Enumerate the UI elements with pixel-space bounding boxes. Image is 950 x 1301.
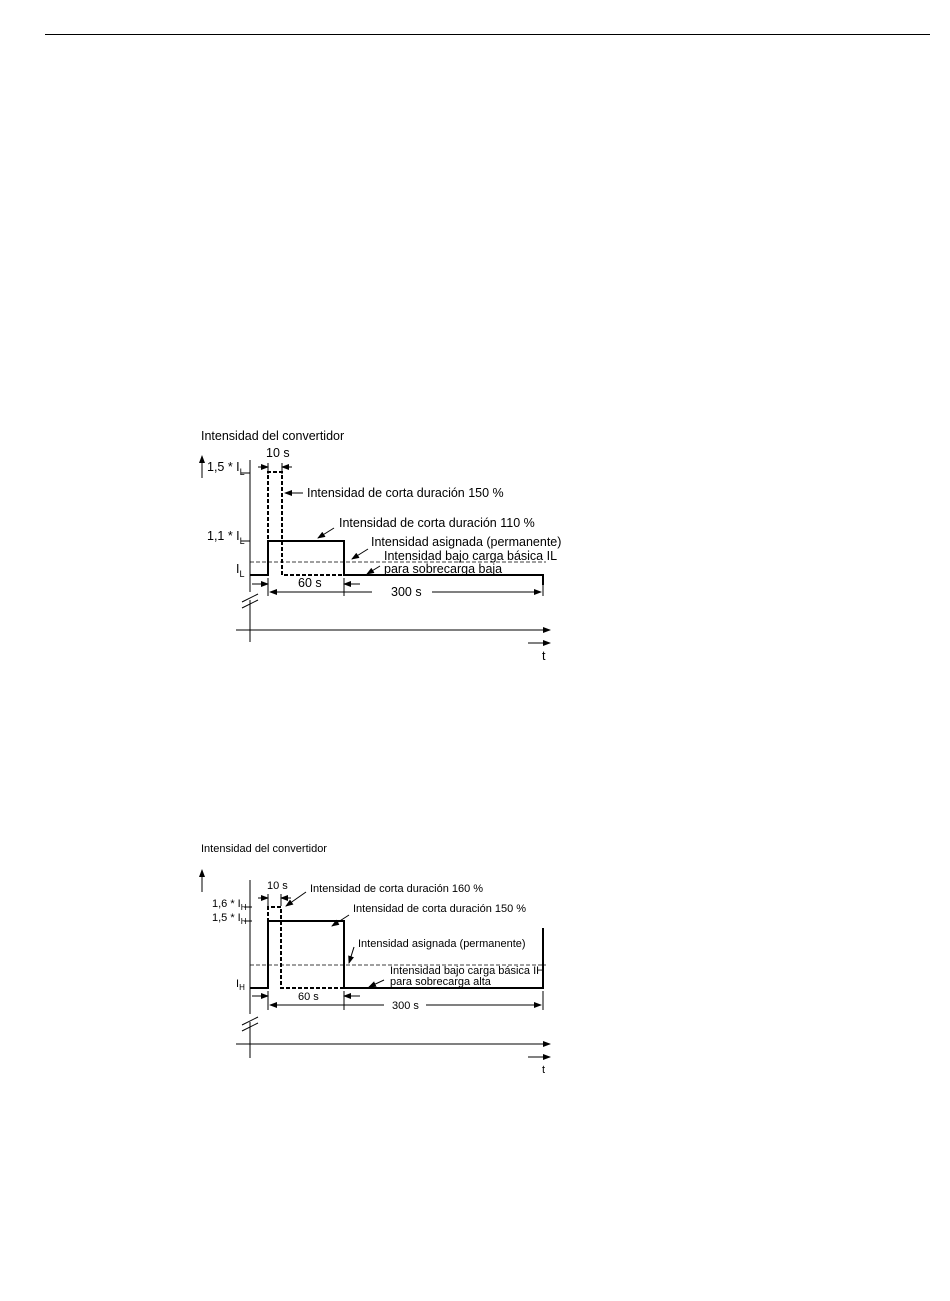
diagram-low-overload: [201, 429, 561, 663]
annotation-110: Intensidad de corta duración 110 %: [339, 516, 535, 530]
label-60s: 60 s: [298, 991, 319, 1003]
diagram2-title: Intensidad del convertidor: [201, 843, 327, 855]
label-1.5-IH: $1,5 * I_H$: [212, 912, 247, 926]
leader-160: [286, 892, 306, 906]
annotation-base-line2: para sobrecarga baja: [384, 562, 503, 576]
label-300s: 300 s: [392, 1000, 419, 1012]
label-1.6-IH: $1,6 * I_H$: [212, 898, 247, 912]
diagram1-title: Intensidad del convertidor: [201, 429, 345, 443]
annotation-assigned: Intensidad asignada (permanente): [371, 535, 562, 549]
annotation-base-line1: Intensidad bajo carga básica IL: [384, 549, 558, 563]
leader-base: [367, 566, 380, 574]
leader-110: [318, 528, 334, 538]
label-IH: $I_H$: [236, 978, 245, 992]
annotation-160: Intensidad de corta duración 160 %: [310, 883, 484, 895]
label-IL: $I_L$: [236, 562, 245, 579]
annotation-150: Intensidad de corta duración 150 %: [353, 903, 527, 915]
label-1.5-IL: $1,5 * I_L$: [207, 460, 245, 477]
annotation-base-line2: para sobrecarga alta: [390, 976, 491, 988]
leader-assigned: [352, 549, 368, 559]
x-axis-label: t: [542, 1064, 546, 1076]
diagram-high-overload: [201, 843, 550, 1076]
leader-assigned: [349, 947, 354, 963]
label-1.1-IL: $1,1 * I_L$: [207, 529, 245, 546]
annotation-assigned: Intensidad asignada (permanente): [358, 938, 526, 950]
x-axis-label: t: [542, 649, 546, 663]
leader-base: [369, 980, 384, 987]
label-300s: 300 s: [391, 585, 422, 599]
annotation-150: Intensidad de corta duración 150 %: [307, 486, 504, 500]
annotation-base-line1: Intensidad bajo carga básica IH: [390, 965, 545, 977]
label-60s: 60 s: [298, 576, 322, 590]
label-10s: 10 s: [266, 446, 290, 460]
label-10s: 10 s: [267, 880, 288, 892]
waveform-160: [268, 907, 344, 988]
